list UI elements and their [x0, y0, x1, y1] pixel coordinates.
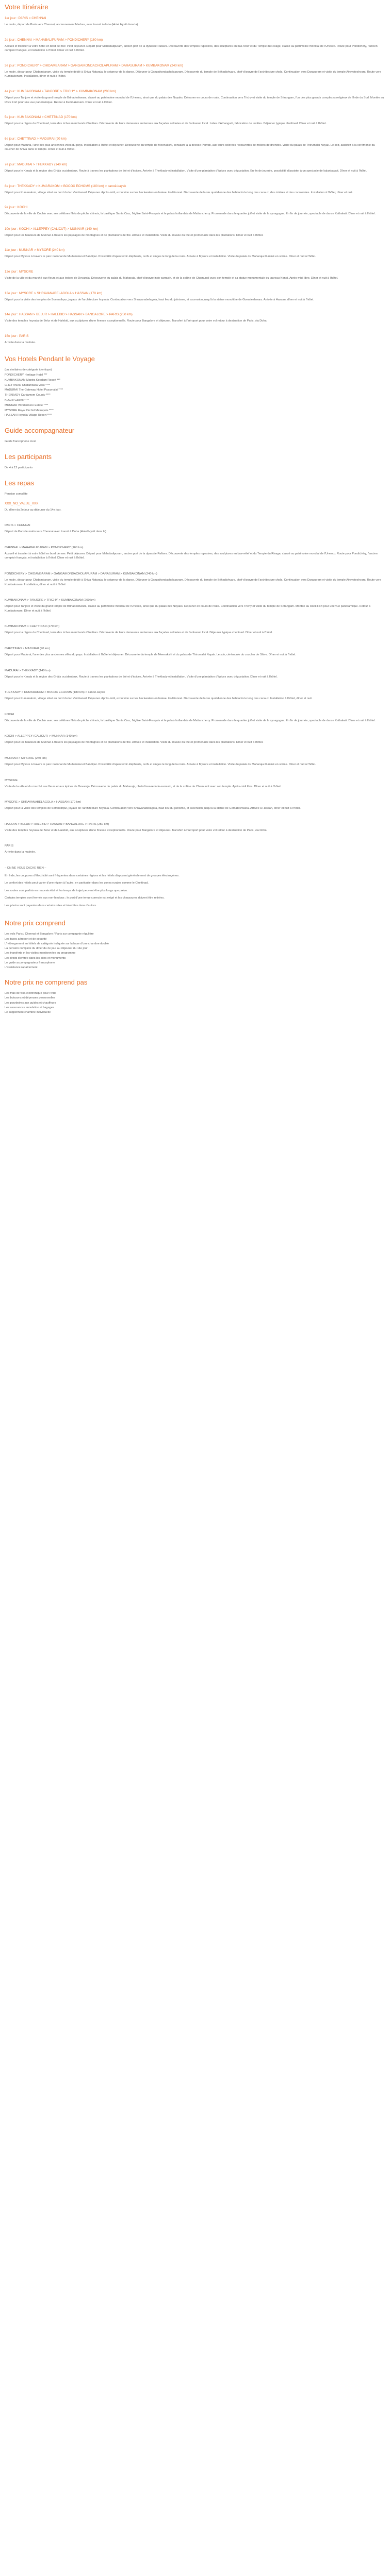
meal-day-description: Visite des temples hoysala de Belur et de Halebid, aux sculptures d'une finesse exceptionnelle. Route pour Bangalore et déjeuner. Transfert à l'aéroport pour votre vol retour à destination de Paris, via Doha.	[5, 828, 268, 832]
meal-day	[5, 756, 386, 767]
meal-day-title: KUMBAKONAM > TANJORE > TRICHY > KUMBAKONAM (200 km)	[5, 599, 95, 602]
day-description: Le matin, départ pour Chidambaram, visite du temple dédié à Shiva Nataraja, le seigneur de la danse. Déjeuner à Gangaikondacholapuram. Découverte du temple de Brihadishvara, chef-d'œuvre de l'architecture chola. Continuation vers Darasuram et visite du temple Airavateshvara. Route vers Kumbakonam. Installation, dîner et nuit à l'hôtel.	[5, 70, 381, 78]
meal-days	[5, 501, 386, 855]
price-includes-item: L'assistance rapatriement	[5, 965, 38, 969]
hotels-heading: Vos Hotels Pendant le Voyage	[5, 355, 95, 363]
day-title: 7e jour : MADURAI > THEKKADY (140 km)	[5, 162, 68, 166]
meal-day-title: PARIS	[5, 844, 13, 848]
guide-heading: Guide accompagnateur	[5, 427, 75, 435]
itinerary-day	[5, 334, 386, 345]
day-title: 2e jour : CHENNAI > MAHABALIPURAM > PONDICHERY (160 km)	[5, 38, 103, 42]
itinerary-day	[5, 312, 386, 324]
day-title: 9e jour : KOCHI	[5, 206, 28, 210]
itinerary-day	[5, 227, 386, 238]
participants-heading: Les participants	[5, 453, 52, 461]
meal-day-title: CHETTINAD > MADURAI (90 km)	[5, 647, 50, 650]
meal-day	[5, 800, 386, 811]
meal-day-description: Départ pour les hauteurs de Munnar à travers les paysages de montagnes et de plantations de thé. Arrivée et installation. Visite du musée du thé et promenade dans les plantations. Dîner et nuit à l'hôtel.	[5, 741, 264, 744]
day-description: Le matin, départ de Paris vers Chennai, anciennement Madras, avec transit à doha (Hotel Hyatt dans la)	[5, 23, 138, 26]
note-item: Le confort des hôtels peut varier d'une région à l'autre, en particulier dans les zones rurales comme le Chettinad.	[5, 882, 149, 885]
meal-day	[5, 713, 386, 723]
hotel-item: MADURAI The Gateway Hotel Pasumalai ****	[5, 388, 63, 392]
itinerary-day	[5, 137, 386, 152]
price-includes-item: Le guide accompagnateur francophone	[5, 961, 55, 964]
hotel-item: PONDICHERY Heritage Hotel ***	[5, 374, 47, 377]
price-excludes-item: Les pourboires aux guides et chauffeurs	[5, 1001, 56, 1005]
hotel-list	[5, 373, 386, 418]
hotel-item: HASSAN Hoysala Village Resort ****	[5, 414, 52, 417]
day-description: Départ pour Mysore à travers le parc national de Mudumalai et Bandipur. Possibilité d'apercevoir éléphants, cerfs et singes le long de la route. Arrivée à Mysore et installation. Visite du palais du Maharaja illuminé en soirée. Dîner et nuit à l'hôtel.	[5, 255, 316, 259]
price-excludes-heading: Notre prix ne comprend pas	[5, 978, 88, 987]
meal-day-title: MYSORE > SHRAVANABELAGOLA > HASSAN (170 km)	[5, 801, 82, 804]
notes-list	[5, 874, 386, 908]
day-title: 5e jour : KUMBAKONAM > CHETTINAD (170 km)	[5, 115, 77, 120]
meal-day-description: Du dîner du 2e jour au déjeuner du 14e jour.	[5, 508, 61, 512]
hotel-item: THEKKADY Cardamom County ****	[5, 394, 51, 397]
day-description: Accueil et transfert à votre hôtel en bord de mer. Petit déjeuner. Départ pour Mahabalipuram, ancien port de la dynastie Pallava. Découverte des temples rupestres, des sculptures en bas-relief et du Temple du Rivage, classé au patrimoine mondial de l'Unesco. Route pour Pondichéry, l'ancien comptoir français, et installation à l'hôtel. Dîner et nuit à l'hôtel.	[5, 44, 378, 53]
itinerary-day	[5, 291, 386, 302]
meals-section	[5, 479, 386, 908]
price-includes-item: Les transferts et les visites mentionnées au programme	[5, 952, 76, 955]
price-excludes-item: Les boissons et dépenses personnelles	[5, 996, 55, 1000]
meal-day-description: Accueil et transfert à votre hôtel en bord de mer. Petit déjeuner. Départ pour Mahabalipuram, ancien port de la dynastie Pallava. Découverte des temples rupestres, des sculptures en bas-relief et du Temple du Rivage, classé au patrimoine mondial de l'Unesco. Route pour Pondichéry, l'ancien comptoir français, et installation à l'hôtel. Dîner et nuit à l'hôtel.	[5, 552, 378, 560]
note-item: Les photos sont payantes dans certains sites et interdites dans d'autres.	[5, 904, 97, 907]
day-description: Départ pour Madurai, l'une des plus anciennes villes du pays. Installation à l'hôtel et déjeuner. Découverte du temple de Meenakshi, consacré à la déesse Parvati, aux tours colorées recouvertes de milliers de divinités. Visite du palais de Thirumalai Nayak. Le soir, assistez à la cérémonie du coucher de Shiva dans le temple. Dîner et nuit à l'hôtel.	[5, 143, 375, 151]
meal-day-title: MUNNAR > MYSORE (240 km)	[5, 756, 47, 760]
note-item: Les routes sont parfois en mauvais état et les temps de trajet peuvent être plus longs que prévu.	[5, 889, 128, 892]
hotel-item: KUMBAKONAM Mantra Koodam Resort ***	[5, 378, 60, 382]
day-description: Arrivée dans la matinée.	[5, 341, 36, 344]
meal-day	[5, 822, 386, 833]
meal-day-title: PONDICHERY > CHIDAMBARAM > GANGAIKONDACHOLAPURAM > DARASURAM > KUMBAKONAM (240 km)	[5, 572, 157, 576]
price-excludes-section	[5, 978, 386, 1015]
day-title: 8e jour : THEKKADY > KUMARAKOM > BOCOX ECHOMS (180 km) > canoë-kayak	[5, 184, 126, 188]
price-excludes-list	[5, 991, 386, 1015]
itinerary-day	[5, 89, 386, 105]
price-excludes-item: Le supplément chambre individuelle	[5, 1010, 51, 1014]
page	[0, 0, 391, 1015]
meal-day-title: MADURAI > THEKKADY (140 km)	[5, 669, 51, 672]
meal-day	[5, 598, 386, 613]
meals-subheading: Pension complète	[5, 492, 28, 496]
meal-day	[5, 844, 386, 855]
day-description: Départ pour Kumarakom, village situé au bord du lac Vembanad. Déjeuner. Après-midi, excursion sur les backwaters en bateau traditionnel. Découverte de la vie quotidienne des habitants le long des canaux, des rizières et des cocoteraies. Installation à l'hôtel, dîner et nuit.	[5, 191, 353, 194]
day-title: 11e jour : MUNNAR > MYSORE (240 km)	[5, 248, 65, 252]
meal-day-title: KUMBAKONAM > CHETTINAD (170 km)	[5, 625, 60, 629]
price-includes-item: Les droits d'entrée dans les sites et monuments	[5, 956, 66, 960]
itinerary-day	[5, 16, 386, 27]
day-description: Visite des temples hoysala de Belur et de Halebid, aux sculptures d'une finesse exceptionnelle. Route pour Bangalore et déjeuner. Transfert à l'aéroport pour votre vol retour à destination de Paris, via Doha.	[5, 319, 268, 323]
meal-day	[5, 690, 386, 701]
day-description: Visite de la ville et du marché aux fleurs et aux épices de Devaraja. Découverte du palais du Maharaja, chef-d'œuvre indo-sarrasin, et de la colline de Chamundi avec son temple et sa statue monumentale du taureau Nandi. Après-midi libre. Dîner et nuit à l'hôtel.	[5, 276, 338, 280]
guide-text: Guide francophone local	[5, 440, 36, 444]
meal-day-description: Arrivée dans la matinée.	[5, 851, 36, 854]
hotel-item: MYSORE Royal Orchid Metropole ****	[5, 409, 54, 412]
meal-day-description: Visite de la ville et du marché aux fleurs et aux épices de Devaraja. Découverte du palais du Maharaja, chef-d'œuvre indo-sarrasin, et de la colline de Chamundi avec son temple. Après-midi libre. Dîner et nuit à l'hôtel.	[5, 785, 282, 788]
hotel-item: MUNNAR Windermere Estate ****	[5, 403, 48, 407]
meal-day-description: Départ pour la région du Chettinad, terre des riches marchands Chettiars. Découverte de leurs demeures anciennes aux façades colorées et de l'artisanat local. Déjeuner typique chettinad. Dîner et nuit à l'hôtel.	[5, 631, 273, 635]
price-includes-heading: Notre prix comprend	[5, 919, 66, 927]
day-title: 15e jour : PARIS	[5, 334, 29, 338]
itinerary-day	[5, 38, 386, 53]
meal-day-description: Départ pour Mysore à travers le parc national de Mudumalai et Bandipur. Possibilité d'apercevoir éléphants, cerfs et singes le long de la route. Arrivée à Mysore et installation. Visite du palais du Maharaja illuminé en soirée. Dîner et nuit à l'hôtel.	[5, 762, 316, 766]
meal-day-description: Départ pour la visite des temples de Somnathpur, joyaux de l'architecture hoysala. Continuation vers Shravanabelagola, haut lieu du jaïnisme, et ascension jusqu'à la statue de Gomateshwara. Arrivée à Hassan, dîner et nuit à l'hôtel.	[5, 807, 301, 810]
participants-section	[5, 453, 386, 471]
meal-day	[5, 624, 386, 635]
itinerary-day	[5, 269, 386, 281]
price-includes-item: Les taxes aéroport et de sécurité	[5, 937, 47, 941]
meal-day-title: PARIS > CHENNAI	[5, 524, 30, 528]
itinerary-section	[5, 3, 386, 345]
day-description: Départ pour la région du Chettinad, terre des riches marchands Chettiars. Découverte de leurs demeures anciennes aux façades colorées et de l'artisanat local : tuiles d'Athangudi, fabrication de textiles. Déjeuner typique chettinad. Dîner et nuit à l'hôtel.	[5, 122, 327, 126]
day-description: Découverte de la ville de Cochin avec ses célèbres filets de pêche chinois, la basilique Santa Cruz, l'église Saint-François et le palais hollandais de Mattancherry. Promenade dans le quartier juif et visite de la synagogue. En fin de journée, spectacle de danse Kathakali. Dîner et nuit à l'hôtel.	[5, 212, 376, 216]
meal-day	[5, 734, 386, 745]
day-title: 3e jour : PONDICHERY > CHIDAMBARAM > GANGAIKONDACHOLAPURAM > DARASURAM > KUMBAKONAM (240 km)	[5, 63, 183, 67]
meal-day	[5, 778, 386, 789]
itinerary-day	[5, 162, 386, 174]
itinerary-day	[5, 184, 386, 195]
itinerary-day	[5, 115, 386, 126]
meal-day-description: Départ pour le Kerala et la région des Ghâts occidentaux. Route à travers les plantations de thé et d'épices. Arrivée à Thekkady et installation. Visite d'une plantation d'épices avec dégustation. Dîner et nuit à l'hôtel.	[5, 675, 278, 679]
day-title: 1er jour : PARIS > CHENNAI	[5, 16, 46, 20]
day-title: 12e jour : MYSORE	[5, 269, 34, 274]
hotels-section	[5, 355, 386, 418]
itinerary-day	[5, 248, 386, 259]
note-item: Certains temples sont fermés aux non-hindous ; le port d'une tenue correcte est exigé et les chaussures doivent être retirées.	[5, 896, 165, 900]
day-title: 10e jour : KOCHI > ALLEPPEY (CALICUT) > MUNNAR (140 km)	[5, 227, 99, 231]
itinerary-day	[5, 63, 386, 79]
price-excludes-item: Les frais de visa électronique pour l'Inde	[5, 992, 56, 995]
day-description: Départ pour la visite des temples de Somnathpur, joyaux de l'architecture hoysala. Continuation vers Shravanabelagola, haut lieu du jaïnisme, et ascension jusqu'à la statue monolithe de Gomateshwara. Arrivée à Hassan, dîner et nuit à l'hôtel.	[5, 298, 314, 301]
itinerary-heading: Votre Itinéraire	[5, 3, 48, 11]
itinerary-days	[5, 16, 386, 345]
meals-heading: Les repas	[5, 479, 35, 487]
meal-day	[5, 546, 386, 561]
price-includes-list	[5, 932, 386, 970]
day-description: Départ pour les hauteurs de Munnar à travers les paysages de montagnes et de plantations de thé. Arrivée et installation. Visite du musée du thé et promenade dans les plantations. Dîner et nuit à l'hôtel.	[5, 233, 264, 237]
day-description: Départ pour le Kerala et la région des Ghâts occidentaux. Route à travers les plantations de thé et d'épices. Arrivée à Thekkady et installation. Visite d'une plantation d'épices avec dégustation. En fin de journée, possibilité d'assister à un spectacle de kalaripayatt. Dîner et nuit à l'hôtel.	[5, 169, 367, 173]
meal-day-title: XXX_NO_VALUE_XXX	[5, 501, 39, 505]
meal-day	[5, 647, 386, 657]
day-title: 6e jour : CHETTINAD > MADURAI (90 km)	[5, 137, 67, 141]
price-excludes-item: Les assurances annulation et bagages	[5, 1006, 54, 1009]
day-title: 13e jour : MYSORE > SHRAVANABELAGOLA > HASSAN (170 km)	[5, 291, 103, 295]
participants-text: De 4 à 12 participants	[5, 466, 33, 470]
day-description: Départ pour Tanjore et visite du grand temple de Brihadeshwara, classé au patrimoine mondial de l'Unesco, ainsi que du palais des Nayaks. Déjeuner en cours de route. Continuation vers Trichy et visite du temple de Srirangam, l'un des plus grands complexes religieux de l'Inde du Sud. Montée au Rock Fort pour une vue panoramique. Retour à Kumbakonam. Dîner et nuit à l'hôtel.	[5, 96, 384, 104]
price-includes-section	[5, 919, 386, 970]
meal-day-description: Départ pour Tanjore et visite du grand temple de Brihadeshwara, classé au patrimoine mondial de l'Unesco, ainsi que du palais des Nayaks. Déjeuner en cours de route. Continuation vers Trichy et visite du temple de Srirangam. Montée au Rock Fort pour une vue panoramique. Retour à Kumbakonam. Dîner et nuit à l'hôtel.	[5, 605, 370, 613]
meal-day-title: MYSORE	[5, 778, 18, 782]
meal-day	[5, 572, 386, 587]
meal-day-title: KOCHI	[5, 713, 14, 716]
meal-day	[5, 669, 386, 680]
note-item: En Inde, les coupures d'électricité sont fréquentes dans certaines régions et les hôtels disposent généralement de groupes électrogènes.	[5, 874, 180, 877]
meal-day-description: Le matin, départ pour Chidambaram, visite du temple dédié à Shiva Nataraja, le seigneur de la danse. Déjeuner à Gangaikondacholapuram. Découverte du temple de Brihadishvara, chef-d'œuvre de l'architecture chola. Continuation vers Darasuram et visite du temple Airavateshvara. Route vers Kumbakonam. Installation, dîner et nuit à l'hôtel.	[5, 579, 381, 586]
day-title: 14e jour : HASSAN > BELUR > HALEBID > HASSAN > BANGALORE > PARIS (250 km)	[5, 313, 133, 317]
meal-day-title: HASSAN > BELUR > HALEBID > HASSAN > BANGALORE > PARIS (250 km)	[5, 822, 109, 826]
notes-heading: – ON NE VOUS CACHE RIEN –	[5, 866, 46, 870]
price-includes-item: L'hébergement en hôtels de catégorie indiquée sur la base d'une chambre double	[5, 942, 109, 945]
meal-day-description: Départ de Paris le matin vers Chennai avec transit à Doha (Hotel Hyatt dans la)	[5, 530, 106, 534]
price-includes-item: Les vols Paris / Chennai et Bangalore / Paris sur compagnie régulière	[5, 933, 94, 936]
hotels-intro: (ou similaires de catégorie identique)	[5, 368, 52, 372]
meal-day-description: Découverte de la ville de Cochin avec ses célèbres filets de pêche chinois, la basilique Santa Cruz, l'église Saint-François et le palais hollandais de Mattancherry. Promenade dans le quartier juif et visite de la synagogue. En fin de journée, spectacle de danse Kathakali. Dîner et nuit à l'hôtel.	[5, 719, 376, 722]
hotel-item: KOCHI Casino ****	[5, 399, 29, 402]
meal-day-title: CHENNAI > MAHABALIPURAM > PONDICHERY (160 km)	[5, 546, 84, 549]
meal-day-title: THEKKADY > KUMARAKOM > BOCOX ECHOMS (180 km) > canoë-kayak	[5, 691, 105, 694]
price-includes-item: La pension complète du dîner du 2e jour au déjeuner du 14e jour	[5, 947, 88, 951]
meal-day-description: Départ pour Madurai, l'une des plus anciennes villes du pays. Installation à l'hôtel et déjeuner. Découverte du temple de Meenakshi et du palais de Thirumalai Nayak. Le soir, cérémonie du coucher de Shiva. Dîner et nuit à l'hôtel.	[5, 653, 296, 656]
meal-day-title: KOCHI > ALLEPPEY (CALICUT) > MUNNAR (140 km)	[5, 735, 77, 738]
day-title: 4e jour : KUMBAKONAM > TANJORE > TRICHY > KUMBAKONAM (200 km)	[5, 89, 116, 93]
hotel-item: CHETTINAD Chidambara Vilas ****	[5, 383, 50, 387]
meal-day	[5, 523, 386, 534]
meal-day	[5, 501, 386, 513]
itinerary-day	[5, 205, 386, 216]
meal-day-description: Départ pour Kumarakom, village situé au bord du lac Vembanad. Déjeuner. Après-midi, excursion sur les backwaters en bateau traditionnel. Découverte de la vie quotidienne des habitants le long des canaux. Installation à l'hôtel, dîner et nuit.	[5, 697, 313, 701]
guide-section	[5, 427, 386, 445]
